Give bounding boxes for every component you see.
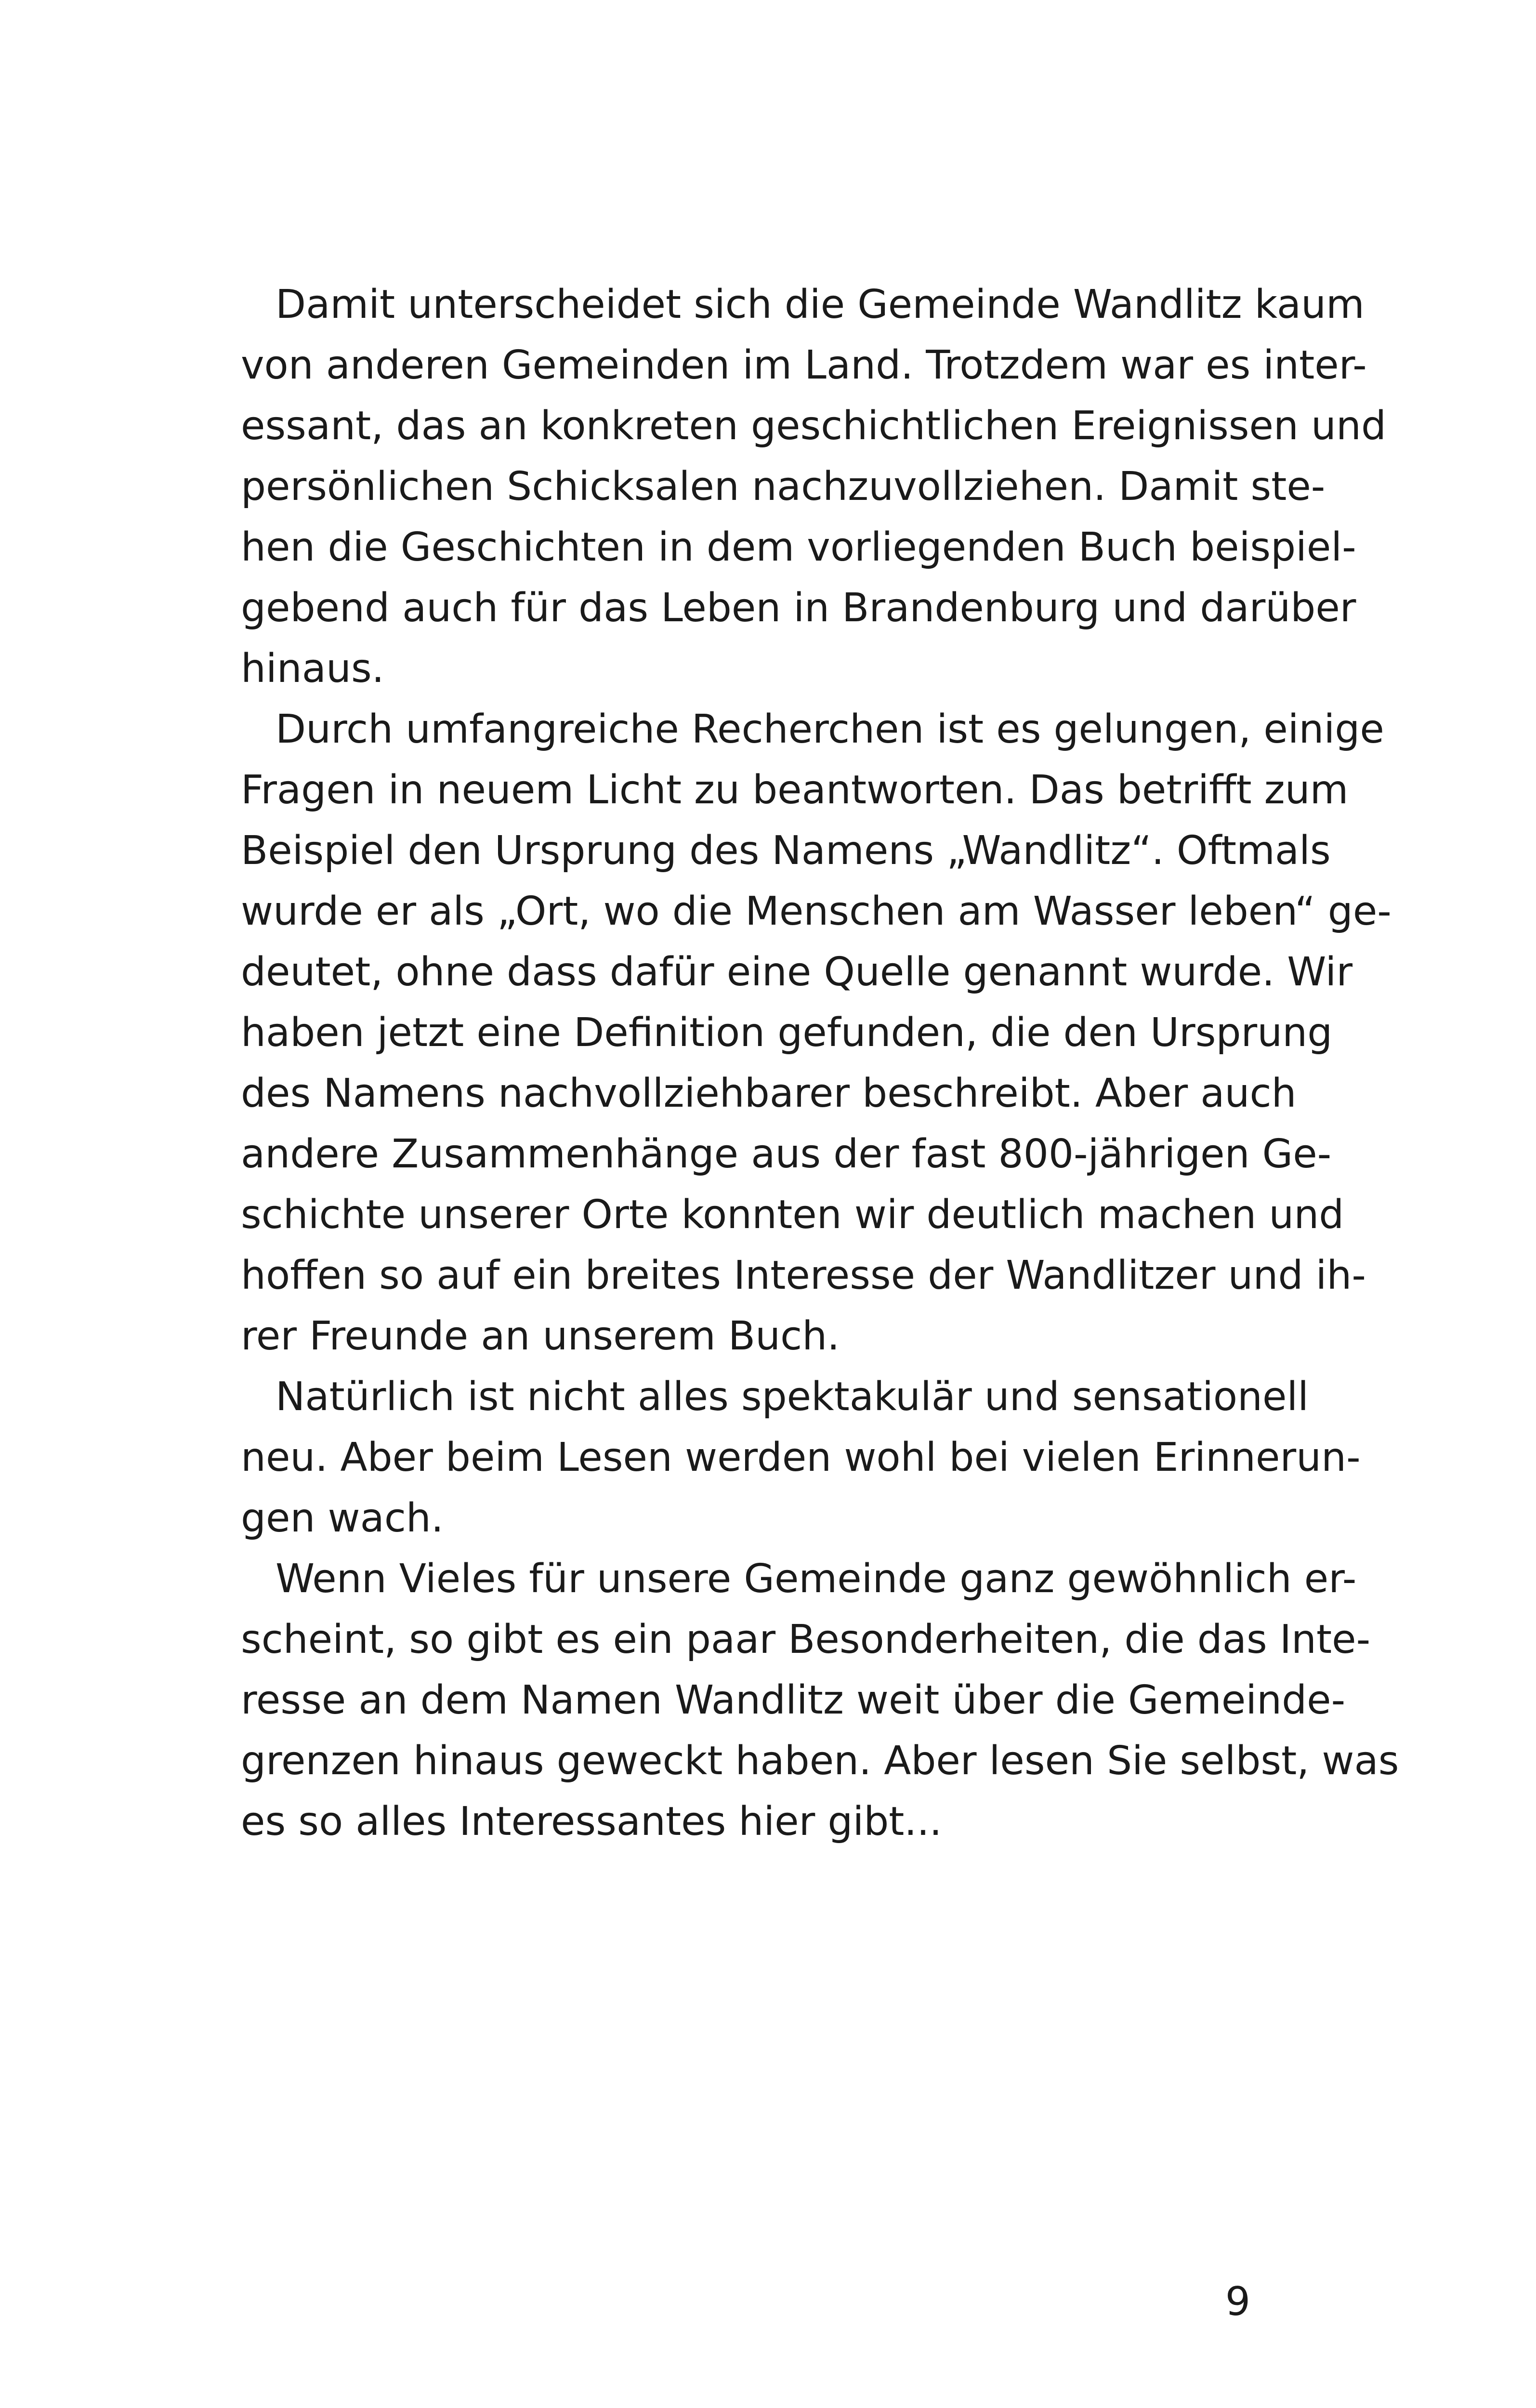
text-line: essant, das an konkreten geschichtlichen Ereignissen und xyxy=(241,403,1386,449)
text-line: Fragen in neuem Licht zu beantworten. Das betrifft zum xyxy=(241,767,1349,813)
text-line: Beispiel den Ursprung des Namens „Wandlitz“. Oftmals xyxy=(241,828,1331,874)
text-line: Damit unterscheidet sich die Gemeinde Wandlitz kaum xyxy=(276,282,1365,327)
text-line: hinaus. xyxy=(241,646,384,692)
text-line: haben jetzt eine Definition gefunden, die den Ursprung xyxy=(241,1010,1333,1056)
body-text xyxy=(241,275,1399,1852)
text-line: scheint, so gibt es ein paar Besonderheiten, die das Inte- xyxy=(241,1617,1371,1662)
text-line: Durch umfangreiche Recherchen ist es gelungen, einige xyxy=(276,707,1384,752)
text-line: resse an dem Namen Wandlitz weit über die Gemeinde- xyxy=(241,1677,1346,1723)
text-line: von anderen Gemeinden im Land. Trotzdem war es inter- xyxy=(241,342,1367,388)
text-line: es so alles Interessantes hier gibt... xyxy=(241,1799,942,1845)
text-line: schichte unserer Orte konnten wir deutlich machen und xyxy=(241,1192,1344,1238)
text-line: des Namens nachvollziehbarer beschreibt. Aber auch xyxy=(241,1071,1297,1116)
text-line: grenzen hinaus geweckt haben. Aber lesen Sie selbst, was xyxy=(241,1738,1399,1784)
text-line: gebend auch für das Leben in Brandenburg und darüber xyxy=(241,585,1356,631)
text-line: persönlichen Schicksalen nachzuvollziehen. Damit ste- xyxy=(241,464,1326,510)
text-line: hoffen so auf ein breites Interesse der Wandlitzer und ih- xyxy=(241,1253,1366,1298)
text-line: hen die Geschichten in dem vorliegenden Buch beispiel- xyxy=(241,524,1356,570)
text-line: Natürlich ist nicht alles spektakulär und sensationell xyxy=(276,1374,1309,1420)
page-number: 9 xyxy=(1225,2279,1251,2325)
text-line: Wenn Vieles für unsere Gemeinde ganz gewöhnlich er- xyxy=(276,1556,1357,1602)
text-line: andere Zusammenhänge aus der fast 800-jährigen Ge- xyxy=(241,1131,1332,1177)
text-line: deutet, ohne dass dafür eine Quelle genannt wurde. Wir xyxy=(241,949,1353,995)
text-line: gen wach. xyxy=(241,1495,444,1541)
text-line: rer Freunde an unserem Buch. xyxy=(241,1313,840,1359)
text-line: neu. Aber beim Lesen werden wohl bei vielen Erinnerun- xyxy=(241,1435,1361,1480)
text-line: wurde er als „Ort, wo die Menschen am Wasser leben“ ge- xyxy=(241,889,1392,934)
